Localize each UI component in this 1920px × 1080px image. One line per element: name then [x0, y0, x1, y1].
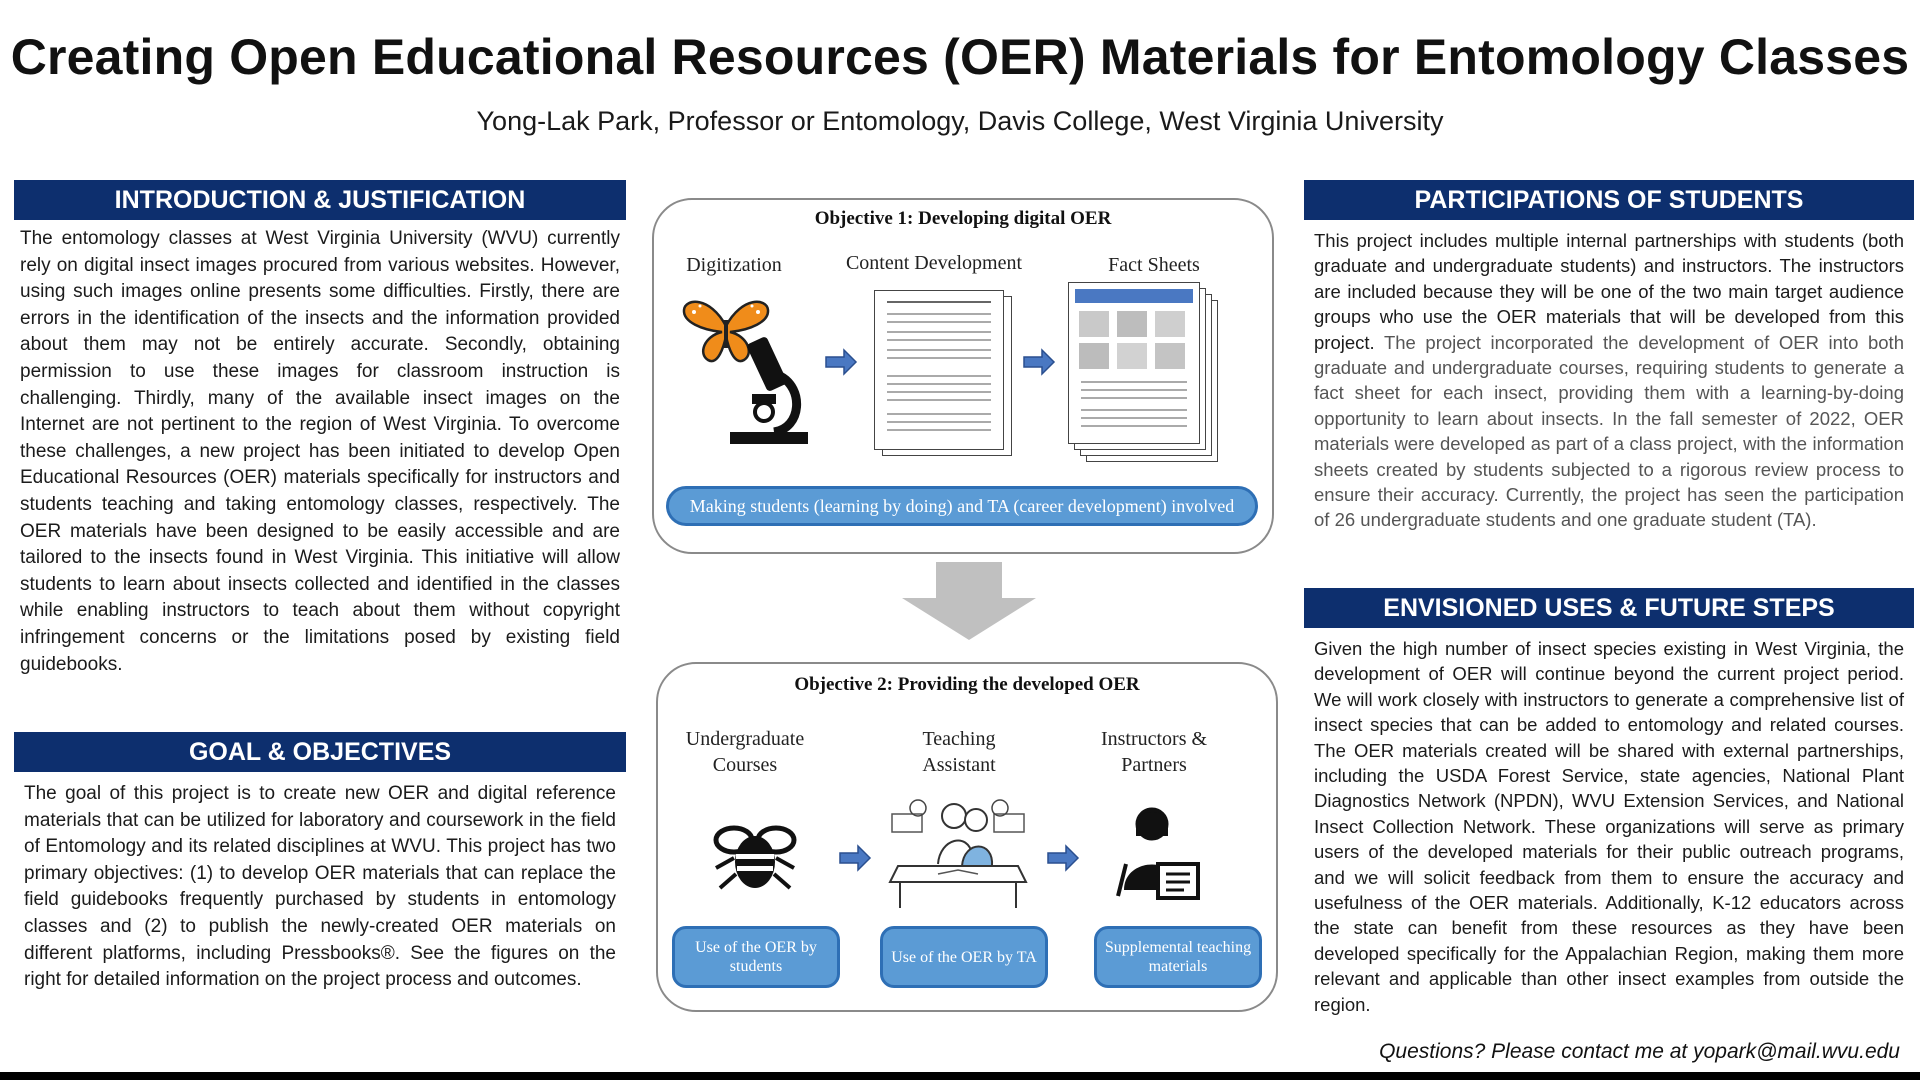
- participation-text-a: This project includes multiple internal partnerships with students (both graduate and undergraduate students) and instructors. The instructors are included because they will be one of the two main target audience groups who use the OER materials that will be developed from this project.: [1314, 230, 1904, 353]
- objective2-label-ta: Teaching Assistant: [922, 728, 996, 776]
- participation-text-b: The project incorporated the development of OER into both graduate and undergraduate courses, requiring students to generate a fact sheet for each insect, providing them with a learning-by-doing opportunity to learn about insects. In the fall semester of 2022, OER materials were developed as part of a class project, with the information sheets created by students subjected to a rigorous review process to ensure their accuracy. Currently, the project has seen the participation of 26 undergraduate students and one graduate student (TA).: [1314, 331, 1904, 531]
- document-icon: [874, 290, 1004, 450]
- microscope-icon: [722, 336, 812, 448]
- objective2-pill-ta: Use of the OER by TA: [880, 926, 1048, 988]
- objective1-arrow-1: [824, 348, 858, 376]
- goal-text: The goal of this project is to create new OER and digital reference materials that can be utilized for laboratory and coursework in the field of Entomology and its related disciplines at WVU. This project has two primary objectives: (1) to develop OER materials that can replace the field guidebooks frequently purchased by students in entomology classes and (2) to publish the newly-created OER materials on different platforms, including Pressbooks®. See the figures on the right for detailed information on the project process and outcomes.: [24, 783, 616, 991]
- participation-section: [1304, 180, 1914, 533]
- objective2-title: Objective 2: Providing the developed OER: [794, 674, 1140, 695]
- future-section: [1304, 588, 1914, 1017]
- objective1-panel: [652, 198, 1274, 554]
- participation-heading: PARTICIPATIONS OF STUDENTS: [1304, 180, 1914, 220]
- objective2-label-undergrad: Undergraduate Courses: [685, 728, 805, 776]
- objective2-panel: [656, 662, 1278, 1012]
- intro-heading: INTRODUCTION & JUSTIFICATION: [14, 180, 626, 220]
- objective1-arrow-2: [1022, 348, 1056, 376]
- teacher-icon: [1114, 806, 1204, 906]
- poster-title: Creating Open Educational Resources (OER) Materials for Entomology Classes: [10, 29, 1910, 85]
- participation-text: [1304, 228, 1914, 533]
- fact-sheet-icon: [1068, 282, 1200, 444]
- objective2-pill-instructors: Supplemental teaching materials: [1094, 926, 1262, 988]
- objective1-banner: Making students (learning by doing) and TA (career development) involved: [666, 486, 1258, 526]
- goal-section: [14, 732, 626, 994]
- intro-text: The entomology classes at West Virginia University (WVU) currently rely on digital insect images procured from various websites. However, using such images online presents some difficulties. Firstly, there are errors in the identification of the insects and the information provided about them may not be entirely accurate. Secondly, obtaining permission to use these images for classroom instruction is challenging. Thirdly, many of the available insect images on the Internet are not pertinent to the region of West Virginia. To overcome these challenges, a new project has been initiated to develop Open Educational Resources (OER) materials specifically for instructors and students teaching and taking entomology classes, respectively. The OER materials have been designed to be easily accessible and are tailored to the insects found in West Virginia. This initiative will allow students to learn about insects collected and identified in the classes while enabling instructors to teach about them without copyright infringement concerns or the limitations posed by existing field guidebooks.: [20, 228, 620, 675]
- objective2-arrow-2: [1046, 844, 1080, 872]
- objective1-step-content: Content Development: [845, 252, 1023, 274]
- future-heading: ENVISIONED USES & FUTURE STEPS: [1304, 588, 1914, 628]
- bee-icon: [710, 818, 800, 894]
- poster-author: Yong-Lak Park, Professor or Entomology, Davis College, West Virginia University: [476, 106, 1444, 136]
- objective1-title: Objective 1: Developing digital OER: [814, 208, 1112, 229]
- bottom-bar: [0, 1072, 1920, 1080]
- future-text: Given the high number of insect species existing in West Virginia, the development of OER will continue beyond the current project period. We will work closely with instructors to generate a comprehensive list of insect species that can be added to entomology and related courses. The OER materials created will be shared with external partnerships, including the USDA Forest Service, state agencies, National Plant Diagnostics Network (NPDN), WVU Extension Services, and National Insect Collection Network. These organizations will serve as primary users of the developed materials for their public outreach programs, and we will solicit feedback from them to ensure the accuracy and usefulness of the OER materials. Additionally, K-12 educators across the state can benefit from these resources as they have been developed specifically for the Appalachian Region, making them more relevant and applicable than other insect examples from outside the region.: [1314, 638, 1904, 1015]
- objective2-pill-students: Use of the OER by students: [672, 926, 840, 988]
- objective1-step-digitization: Digitization: [686, 254, 782, 276]
- objective2-label-instructors: Instructors & Partners: [1100, 728, 1208, 776]
- objective1-step-factsheets: Fact Sheets: [1108, 254, 1200, 276]
- contact-footer: Questions? Please contact me at yopark@mail.wvu.edu: [1379, 1040, 1900, 1063]
- down-arrow-icon: [900, 560, 1038, 642]
- left-column: [14, 180, 626, 678]
- objective2-arrow-1: [838, 844, 872, 872]
- classroom-icon: [888, 794, 1028, 910]
- goal-heading: GOAL & OBJECTIVES: [14, 732, 626, 772]
